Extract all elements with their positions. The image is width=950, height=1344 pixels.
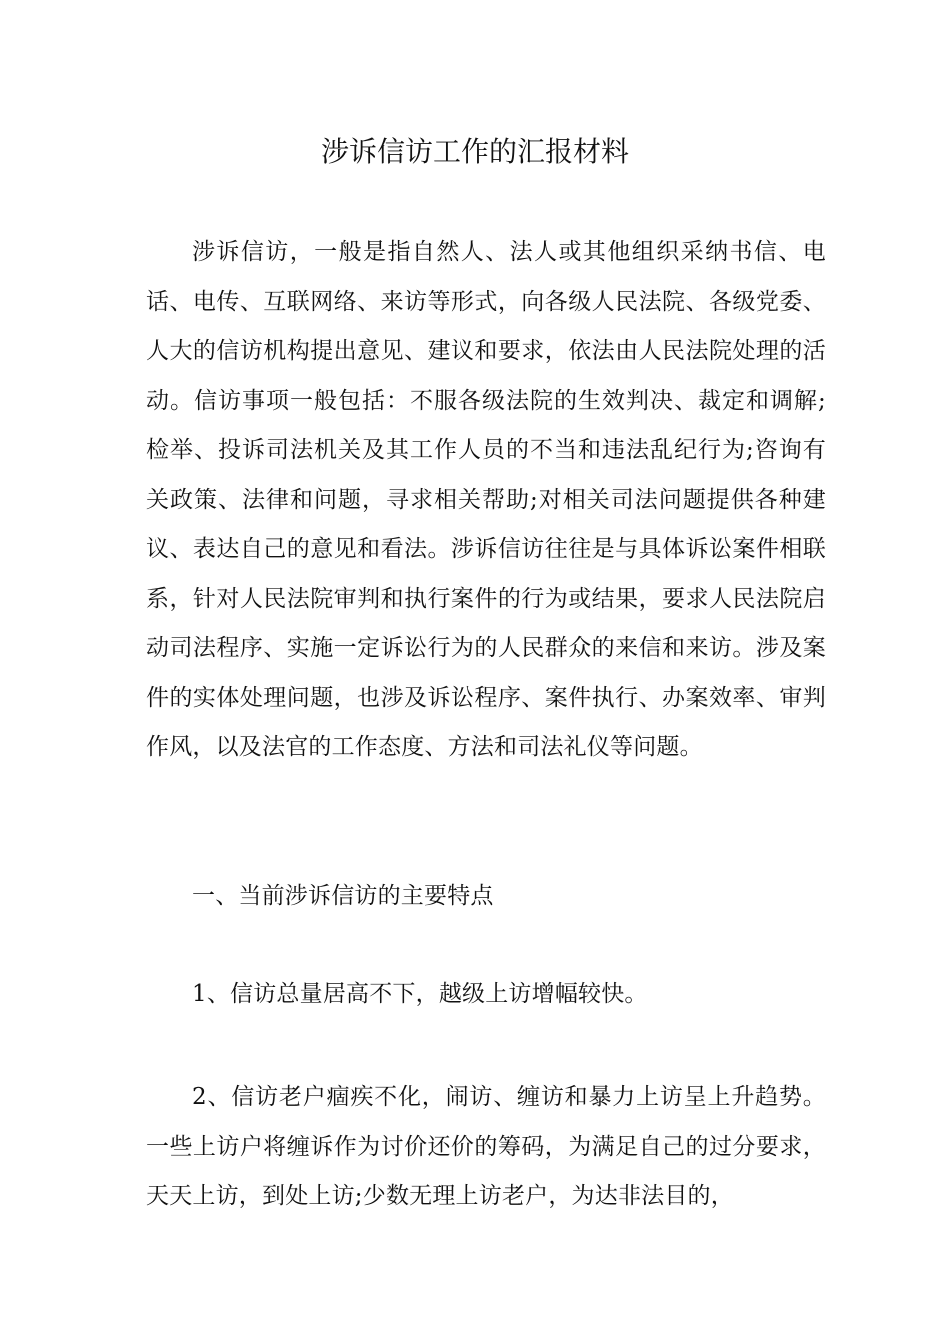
paragraph-point-2: 2、信访老户痼疾不化，闹访、缠访和暴力上访呈上升趋势。一些上访户将缠诉作为讨价还价的筹码，为满足自己的过分要求，天天上访，到处上访;少数无理上访老户，为达非法目的， [146, 1084, 826, 1209]
paragraph-intro: 涉诉信访，一般是指自然人、法人或其他组织采纳书信、电话、电传、互联网络、来访等形式，向各级人民法院、各级党委、人大的信访机构提出意见、建议和要求，依法由人民法院处理的活动。信访事项一般包括：不服各级法院的生效判决、裁定和调解;检举、投诉司法机关及其工作人员的不当和违法乱纪行为;咨询有关政策、法律和问题，寻求相关帮助;对相关司法问题提供各种建议、表达自己的意见和看法。涉诉信访往往是与具体诉讼案件相联系，针对人民法院审判和执行案件的行为或结果，要求人民法院启动司法程序、实施一定诉讼行为的人民群众的来信和来访。涉及案件的实体处理问题，也涉及诉讼程序、案件执行、办案效率、审判作风，以及法官的工作态度、方法和司法礼仪等问题。 [146, 239, 826, 760]
paragraph-point-1: 1、信访总量居高不下，越级上访增幅较快。 [192, 981, 648, 1007]
section-heading: 一、当前涉诉信访的主要特点 [192, 883, 494, 909]
document-title: 涉诉信访工作的汇报材料 [320, 135, 629, 168]
